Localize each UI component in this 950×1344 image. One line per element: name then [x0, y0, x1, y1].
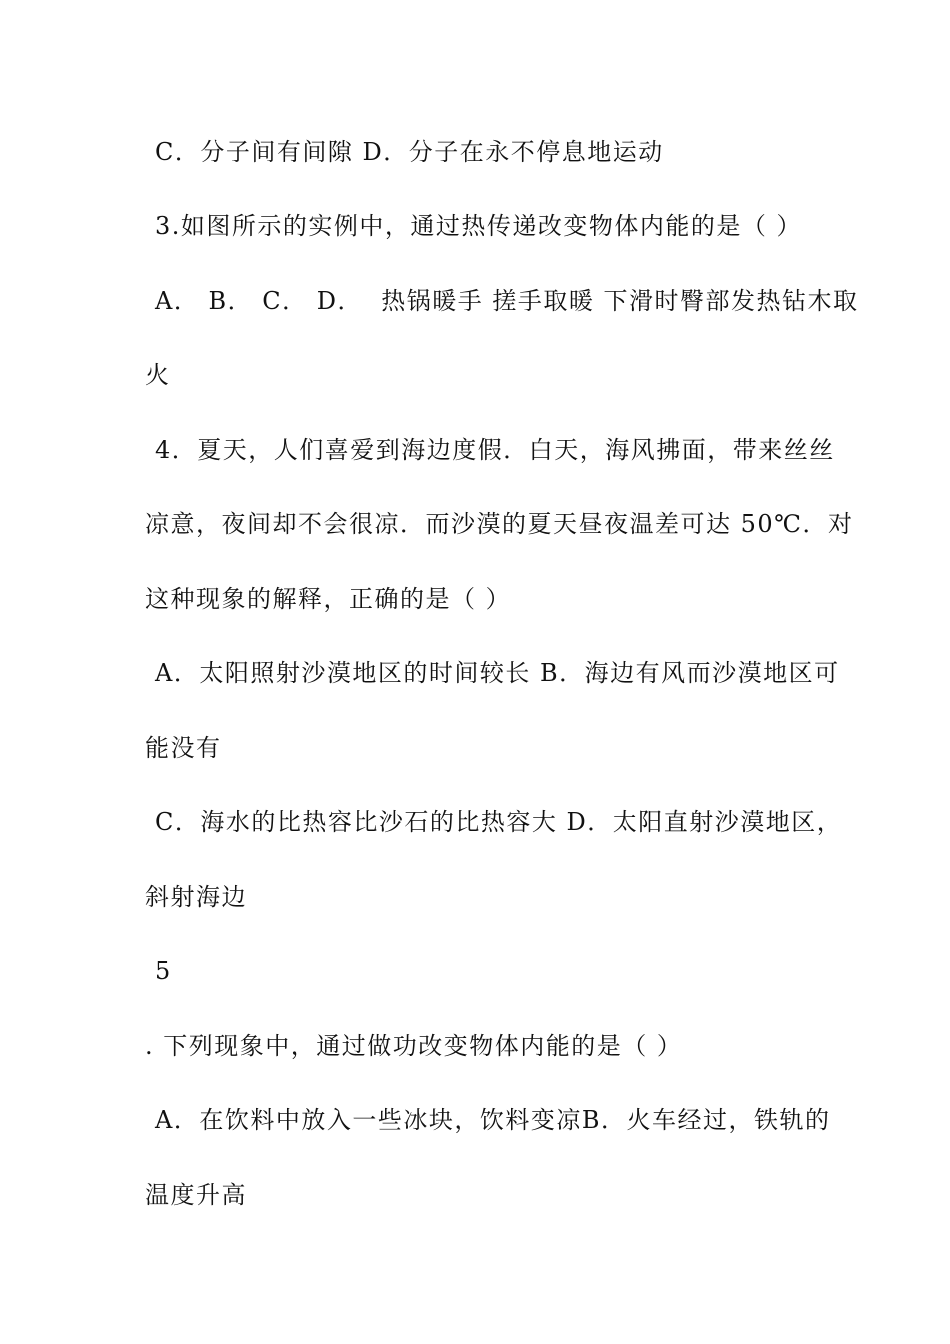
text-line-question-4: 4．夏天，人们喜爱到海边度假．白天，海风拂面，带来丝丝 [155, 436, 835, 464]
text-line-question-4-cont-1: 凉意，夜间却不会很凉．而沙漠的夏天昼夜温差可达 50℃．对 [145, 510, 854, 538]
text-line-question-5: . 下列现象中，通过做功改变物体内能的是（ ） [145, 1032, 683, 1060]
text-line-options-a-b-q5-cont: 温度升高 [145, 1181, 247, 1209]
text-line-options-c-d-q4-cont: 斜射海边 [145, 883, 247, 911]
text-line-options-a-b-q4: A．太阳照射沙漠地区的时间较长 B．海边有风而沙漠地区可 [155, 659, 840, 687]
text-line-options-a-b-q4-cont: 能没有 [145, 734, 222, 762]
text-line-option-c-d-q2: C．分子间有间隙 D．分子在永不停息地运动 [155, 138, 664, 166]
text-line-options-c-d-q4: C．海水的比热容比沙石的比热容大 D．太阳直射沙漠地区， [155, 808, 843, 836]
text-line-question-4-cont-2: 这种现象的解释，正确的是（ ） [145, 585, 512, 613]
text-line-question-3: 3.如图所示的实例中，通过热传递改变物体内能的是（ ） [155, 212, 803, 240]
text-line-options-a-b-q5: A．在饮料中放入一些冰块，饮料变凉B．火车经过，铁轨的 [155, 1106, 831, 1134]
text-line-options-q3-cont: 火 [145, 361, 171, 389]
text-line-options-q3: A． B． C． D． 热锅暖手 搓手取暖 下滑时臀部发热钻木取 [155, 287, 859, 315]
text-line-question-5-number: 5 [155, 957, 172, 985]
